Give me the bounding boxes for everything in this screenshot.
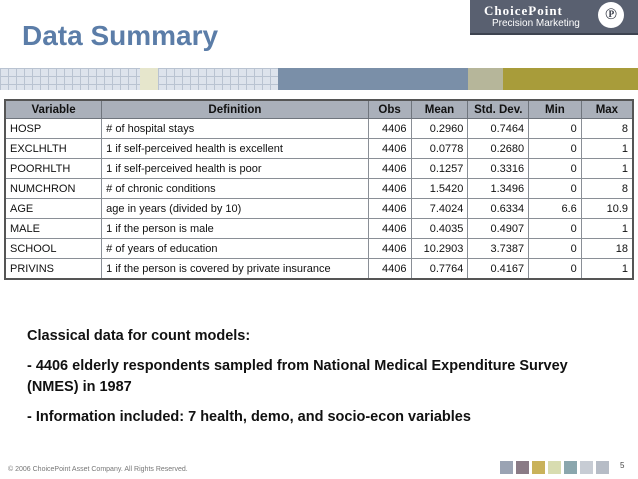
logo-name: ChoicePoint	[484, 3, 563, 18]
cell-obs: 4406	[368, 139, 411, 159]
cell-max: 8	[581, 179, 633, 199]
note-information: - Information included: 7 health, demo, and socio-econ variables	[27, 409, 471, 425]
cell-max: 10.9	[581, 199, 633, 219]
cell-definition: # of chronic conditions	[102, 179, 369, 199]
logo-mark-icon: ℗	[598, 2, 624, 28]
table-row	[5, 259, 633, 280]
copyright-text: © 2006 ChoicePoint Asset Company. All Rights Reserved.	[8, 466, 188, 473]
cell-max: 1	[581, 159, 633, 179]
cell-mean: 0.4035	[411, 219, 468, 239]
cell-obs: 4406	[368, 259, 411, 280]
cell-definition: 1 if the person is male	[102, 219, 369, 239]
header-obs: Obs	[368, 100, 411, 119]
cell-min: 0	[529, 179, 582, 199]
cell-variable: AGE	[5, 199, 102, 219]
notes-section	[27, 326, 607, 437]
footer-square	[564, 461, 577, 474]
cell-definition: age in years (divided by 10)	[102, 199, 369, 219]
cell-max: 1	[581, 139, 633, 159]
data-summary-table	[4, 99, 634, 280]
choicepoint-logo	[470, 0, 638, 35]
cell-std-dev: 0.4907	[468, 219, 529, 239]
header-std-dev: Std. Dev.	[468, 100, 529, 119]
cell-obs: 4406	[368, 239, 411, 259]
table-header-row	[5, 100, 633, 119]
header-mean: Mean	[411, 100, 468, 119]
slide-title: Data Summary	[22, 20, 219, 51]
table-row	[5, 119, 633, 139]
footer-square	[516, 461, 529, 474]
cell-variable: SCHOOL	[5, 239, 102, 259]
cell-variable: HOSP	[5, 119, 102, 139]
header-definition: Definition	[102, 100, 369, 119]
footer-square	[500, 461, 513, 474]
note-respondents: - 4406 elderly respondents sampled from National Medical Expenditure Survey (NMES) in 1987	[27, 358, 568, 395]
cell-mean: 0.2960	[411, 119, 468, 139]
cell-std-dev: 3.7387	[468, 239, 529, 259]
cell-min: 0	[529, 159, 582, 179]
header-min: Min	[529, 100, 582, 119]
table-row	[5, 159, 633, 179]
cell-mean: 7.4024	[411, 199, 468, 219]
cell-variable: EXCLHLTH	[5, 139, 102, 159]
band-segment	[140, 68, 158, 90]
cell-std-dev: 0.4167	[468, 259, 529, 280]
footer-square	[548, 461, 561, 474]
footer-square	[596, 461, 609, 474]
band-grid-segment	[158, 68, 278, 90]
cell-std-dev: 0.2680	[468, 139, 529, 159]
footer-square	[532, 461, 545, 474]
band-grid-segment	[0, 68, 140, 90]
cell-obs: 4406	[368, 159, 411, 179]
band-segment	[503, 68, 638, 90]
cell-definition: 1 if self-perceived health is poor	[102, 159, 369, 179]
cell-definition: 1 if the person is covered by private insurance	[102, 259, 369, 280]
cell-mean: 0.0778	[411, 139, 468, 159]
note-heading: Classical data for count models:	[27, 328, 251, 344]
cell-std-dev: 0.7464	[468, 119, 529, 139]
cell-max: 18	[581, 239, 633, 259]
cell-mean: 10.2903	[411, 239, 468, 259]
cell-variable: PRIVINS	[5, 259, 102, 280]
cell-obs: 4406	[368, 119, 411, 139]
cell-mean: 0.1257	[411, 159, 468, 179]
cell-min: 0	[529, 139, 582, 159]
table-row	[5, 219, 633, 239]
cell-obs: 4406	[368, 199, 411, 219]
cell-min: 0	[529, 219, 582, 239]
cell-min: 0	[529, 119, 582, 139]
cell-definition: 1 if self-perceived health is excellent	[102, 139, 369, 159]
cell-mean: 0.7764	[411, 259, 468, 280]
cell-min: 0	[529, 239, 582, 259]
cell-variable: POORHLTH	[5, 159, 102, 179]
cell-definition: # of hospital stays	[102, 119, 369, 139]
footer-square	[580, 461, 593, 474]
cell-obs: 4406	[368, 219, 411, 239]
cell-definition: # of years of education	[102, 239, 369, 259]
cell-obs: 4406	[368, 179, 411, 199]
cell-std-dev: 0.3316	[468, 159, 529, 179]
table-row	[5, 179, 633, 199]
logo-subtitle: Precision Marketing	[492, 18, 580, 29]
page-number: 5	[620, 461, 625, 470]
decorative-band	[0, 68, 638, 90]
cell-min: 0	[529, 259, 582, 280]
cell-min: 6.6	[529, 199, 582, 219]
header-variable: Variable	[5, 100, 102, 119]
header-max: Max	[581, 100, 633, 119]
cell-variable: NUMCHRON	[5, 179, 102, 199]
band-segment	[468, 68, 503, 90]
table-row	[5, 239, 633, 259]
cell-mean: 1.5420	[411, 179, 468, 199]
cell-max: 1	[581, 259, 633, 280]
cell-max: 1	[581, 219, 633, 239]
cell-std-dev: 0.6334	[468, 199, 529, 219]
cell-max: 8	[581, 119, 633, 139]
band-segment	[278, 68, 468, 90]
table-row	[5, 199, 633, 219]
cell-std-dev: 1.3496	[468, 179, 529, 199]
footer-squares	[500, 461, 609, 474]
table-row	[5, 139, 633, 159]
cell-variable: MALE	[5, 219, 102, 239]
